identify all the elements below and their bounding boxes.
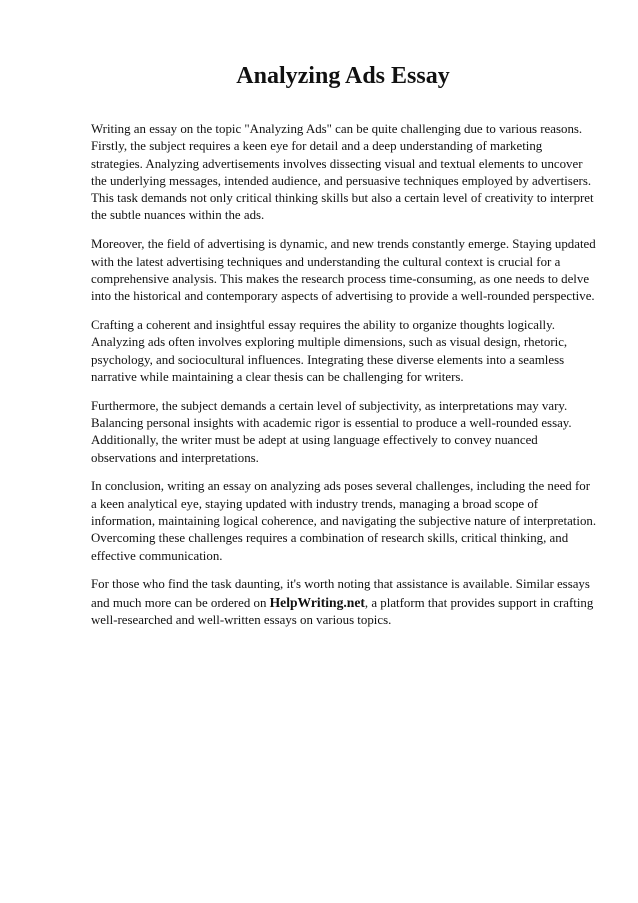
page-title: Analyzing Ads Essay — [236, 63, 450, 89]
paragraph-2: Moreover, the field of advertising is dynamic, and new trends constantly emerge. Staying updated with the latest advertising techniques and understanding the cultural context is crucial for a comprehensive analysis. This makes the research process time-consuming, as one needs to delve into the historical and contemporary aspects of advertising to provide a well-rounded perspective. — [91, 237, 596, 304]
paragraph-5: In conclusion, writing an essay on analyzing ads poses several challenges, including the need for a keen analytical eye, staying updated with industry trends, managing a broad scope of information, maintaining logical coherence, and navigating the subjective nature of interpretation. Overcoming these challenges requires a combination of research skills, critical thinking, and effective communication. — [91, 479, 597, 563]
essay-body — [91, 121, 597, 641]
closing-text-before: For those who find the task daunting, it's worth noting that assistance is available. Similar essays and much more can be ordered on — [91, 577, 590, 610]
helpwriting-link[interactable]: HelpWriting.net — [269, 594, 365, 610]
paragraph-3: Crafting a coherent and insightful essay requires the ability to organize thoughts logically. Analyzing ads often involves exploring multiple dimensions, such as visual design, rhetoric, psychology, and sociocultural influences. Integrating these diverse elements into a seamless narrative while maintaining a clear thesis can be challenging for writers. — [91, 317, 568, 384]
closing-paragraph — [91, 576, 597, 629]
closing-text-after: , a platform that provides support in crafting well-researched and well-written essays on various topics. — [91, 595, 594, 627]
paragraph-4: Furthermore, the subject demands a certain level of subjectivity, as interpretations may vary. Balancing personal insights with academic rigor is essential to produce a well-rounded essay. Additionally, the writer must be adept at using language effectively to convey nuanced observations and interpretations. — [91, 398, 572, 465]
paragraph-1: Writing an essay on the topic "Analyzing Ads" can be quite challenging due to various reasons. Firstly, the subject requires a keen eye for detail and a deep understanding of marketing strategies. Analyzing advertisements involves dissecting visual and textual elements to uncover the underlying messages, intended audience, and persuasive techniques employed by advertisers. This task demands not only critical thinking skills but also a certain level of creativity to interpret the subtle nuances within the ads. — [91, 122, 594, 223]
